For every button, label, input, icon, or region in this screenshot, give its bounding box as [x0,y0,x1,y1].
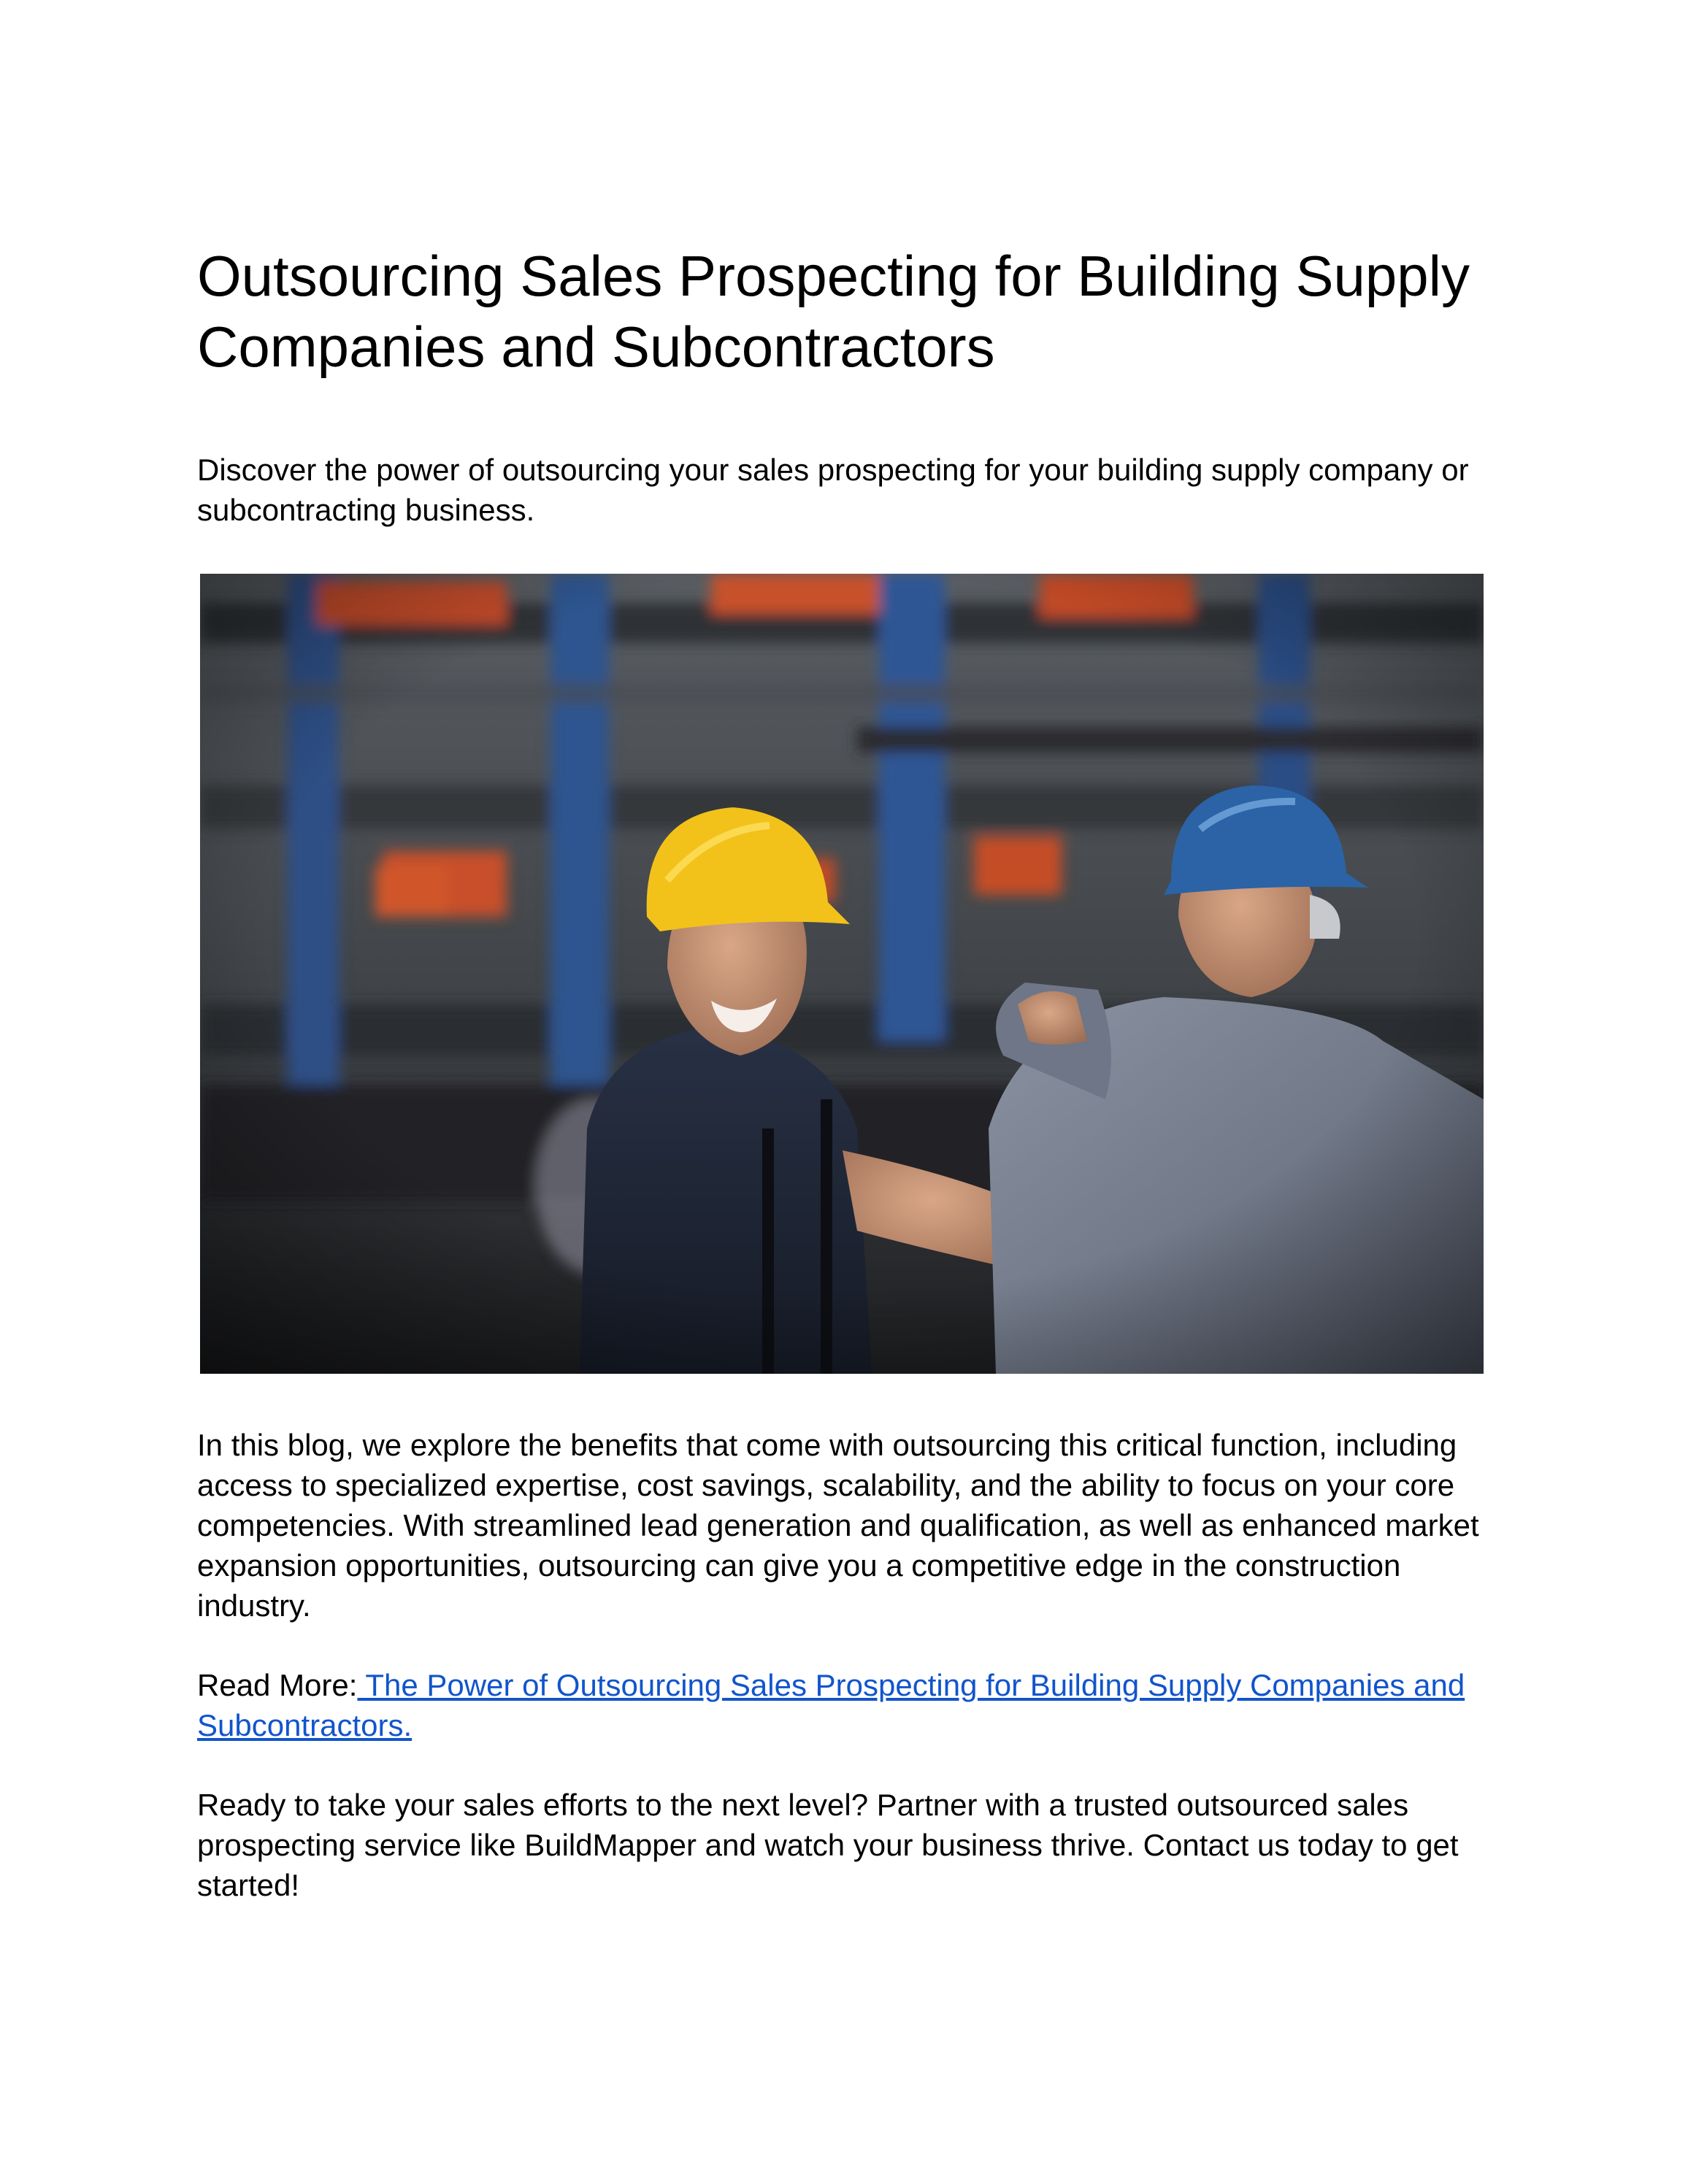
read-more-paragraph [197,1665,1493,1745]
document-page [197,241,1493,1902]
body-paragraph: In this blog, we explore the benefits that come with outsourcing this critical function, including access to specialized expertise, cost savings, scalability, and the ability to focus on your core competencies. With streamlined lead generation and qualification, as well as enhanced market expansion opportunities, outsourcing can give you a competitive edge in the construction industry. [197,1428,1479,1623]
intro-paragraph: Discover the power of outsourcing your sales prospecting for your building supply company or subcontracting business. [197,453,1469,527]
page-title: Outsourcing Sales Prospecting for Building Supply Companies and Subcontractors [197,244,1470,379]
hero-image [200,574,1484,1374]
hero-illustration [200,574,1484,1374]
read-more-label: Read More: [197,1668,358,1702]
read-more-link[interactable]: The Power of Outsourcing Sales Prospecting for Building Supply Companies and Subcontractors. [197,1668,1465,1742]
cta-paragraph: Ready to take your sales efforts to the next level? Partner with a trusted outsourced sales prospecting service like BuildMapper and watch your business thrive. Contact us today to get started! [197,1788,1459,1902]
